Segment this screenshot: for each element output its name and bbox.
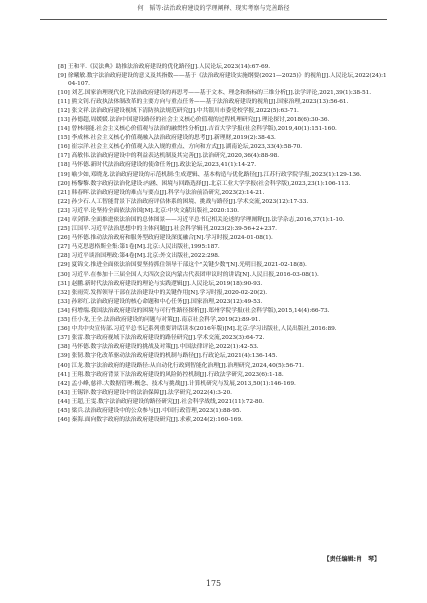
reference-item: [37] 张雷.数字政府视域下法治政府建设的路径研究[J].学术交流,2023(3):64-72. <box>58 335 265 342</box>
reference-item: [23] 习近平.论坚持全面依法治国[M].北京:中央文献出版社,2020:130. <box>58 207 239 214</box>
reference-item: [22] 孙少石.人工智能背景下法治政府评估体系的困境、挑战与路径[J].学术交流,2023(12):17-33. <box>58 198 309 205</box>
reference-item: [36] 中共中央宣传部.习近平总书记系列重要讲话读本(2016年版)[M].北京:学习出版社,人民出版社,2016:89. <box>58 326 337 333</box>
reference-item: [38] 马怀德.数字法治政府建设的挑战及对策[J].中国法律评论,2022(1):42-53. <box>58 344 259 351</box>
reference-item: [46] 秦海.面向数字政府的法治政府建设研究[J].求索,2024(2):160-169. <box>58 417 243 424</box>
reference-item: [30] 习近平.在参加十三届全国人大四次会议内蒙古代表团审议时的讲话[N].人民日报,2016-03-08(1). <box>58 271 319 278</box>
reference-item: [25] 江国平.习近平法治思想中的主体问题[J].社会科学辑刊,2023(2):39-56+2+237. <box>58 226 277 233</box>
reference-item: [39] 张韧.数字化改革驱动法治政府建设的机制与路径[J].行政论坛,2021(4):136-145. <box>58 353 278 360</box>
reference-item: [13] 孙德超,周媛媛.法治中国建设路径的社会主义核心价值观的过程机理研究[J].理论探讨,2018(6):30-36. <box>58 116 330 123</box>
reference-item: [40] 江龙.数字法治政府的建设路径:从自动化行政到智能化治理[J].治理研究,2024,40(5):56-71. <box>58 362 304 369</box>
page-number: 175 <box>205 579 222 588</box>
reference-item: [34] 何增端.我国法治政府建设的困境与可行性路径探析[J].郑州学院学报(社会科学版),2015,14(4):66-73. <box>58 307 330 314</box>
reference-item: [8] 王和平.《民法典》助推法治政府建设的优化路径[J].人民论坛,2023(14):67-69. <box>58 64 271 70</box>
reference-item: [31] 赵鹏.新时代法治政府建设的理论与实践逻辑[J].人民论坛,2019(18):90-93. <box>58 280 263 287</box>
reference-item: [42] 孟小峰,慈祥.大数据管理:概念、技术与挑战[J].计算机研究与发展,2013,50(1):146-169. <box>58 380 296 387</box>
reference-item: [43] 王锡锌.数字政府建设中的法治保障[J].法学研究,2022(4):3-20. <box>58 389 232 396</box>
reference-item: [18] 马怀德.新时代法治政府建设的使命任务[J].政法论坛,2023,41(1):14-27. <box>58 162 257 169</box>
reference-item: [24] 章剑锋.全面推进依法治国的总体图景——习近平总书记相关论述的学理阐释[J].法学杂志,2016,37(1):1-10. <box>58 217 345 223</box>
reference-item: [14] 曾林翊能.社会主义核心价值观与法治的融贯性分析[J].吉首大学学报(社会科学版),2019,40(1):151-160. <box>58 126 337 133</box>
reference-item: [9] 徐曦敏.数字法治政府建设的意义及其指数——基于《法治政府建设实施纲要(2021—2025)》的视角[J].人民论坛,2022(24):104-107. <box>58 73 387 87</box>
running-header: 何 韬等:法治政府建设的学理阐释、现实考察与完善路径 <box>137 5 290 12</box>
reference-item: [26] 马怀德.推动法治政府和服务型政府建设深度融合[N].学习时报,2024-01-08(1). <box>58 235 273 242</box>
reference-item: [41] 王翔.数字政府背景下法治政府建设的风险防控机制[J].行政法学研究,2023(6):1-18. <box>58 371 284 378</box>
reference-list <box>58 64 388 426</box>
reference-item: [27] 马克思恩格斯全集:第1卷[M].北京:人民出版社,1995:187. <box>58 244 220 251</box>
reference-item: [12] 张文祥.法治政府建设视域下清防执法规范研究[J].中共银川市委党校学报,2022(5):63-71. <box>58 107 299 114</box>
header-rule <box>40 19 387 20</box>
reference-item: [20] 杨黎黎.数字政府法治化建设:内涵、困境与回路选择[J].北京工业大学学报(社会科学版),2023,23(1):106-113. <box>58 180 351 187</box>
reference-item: [35] 任小龙,王全.法治政府建设的问题与对策[J].南京社会科学,2019(2):89-91. <box>58 317 261 324</box>
reference-item: [15] 李成林.社会主义核心价值观融入法治政府建设的思考[J].新理财,2019(2):38-43. <box>58 135 276 142</box>
reference-item: [45] 梁兵.法治政府建设中的公众参与[J].中国行政管理,2023(1):88-95. <box>58 407 242 414</box>
reference-item: [19] 喻少如,邓晓龙.法治政府建设的示范机制:生成逻辑、基本构造与优化路径[J].江苏行政学院学报,2023(1):129-136. <box>58 171 362 178</box>
reference-item: [28] 习近平谈治国理政:第4卷[M].北京:外文出版社,2022:298. <box>58 253 220 260</box>
reference-item: [11] 熊文钊.行政执法体制改革的主要方向与重点任务——基于法治政府建设的视角[J].国家治理,2023(13):56-61. <box>58 98 349 105</box>
reference-item: [10] 刘艺.国家治理现代化下法治政府建设的再思考——基于文本、理念和指标的三维分析[J].法学评论,2021,39(1):38-51. <box>58 89 372 96</box>
reference-item: [33] 孙彩红.法治政府建设的核心命题和中心任务[J].国家治理,2023(12):49-53. <box>58 298 263 305</box>
reference-item: [17] 高敏伟.法治政府建设中的利益表达机制及其完善[J].法治研究,2020,36(4):88-98. <box>58 153 280 160</box>
reference-item: [44] 王超,王雯.数字法治政府建设的路径研究[J].社会科学战线,2021(11):72-80. <box>58 398 264 405</box>
reference-item: [16] 崔宗洋.社会主义核心价值观入法入规的重点、方向和方式[J].湖南论坛,2023,33(4):58-70. <box>58 144 303 151</box>
reference-item: [21] 韩春晖.法治政府建设的难点与要点[J].科学与法治前沿研究,2023(2):14-21. <box>58 189 265 196</box>
reference-item: [32] 张雨荧.发挥领导干部在法治建设中的关键作用[N].学习时报,2020-02-20(2). <box>58 289 268 296</box>
reference-item: [29] 夏锦文.推进全面依法治国要坚持抓住领导干部这个"关键少数"[N].光明日报,2021-02-18(8). <box>58 262 307 269</box>
responsible-editor-label: 【责任编辑:肖 琴】 <box>323 556 380 563</box>
